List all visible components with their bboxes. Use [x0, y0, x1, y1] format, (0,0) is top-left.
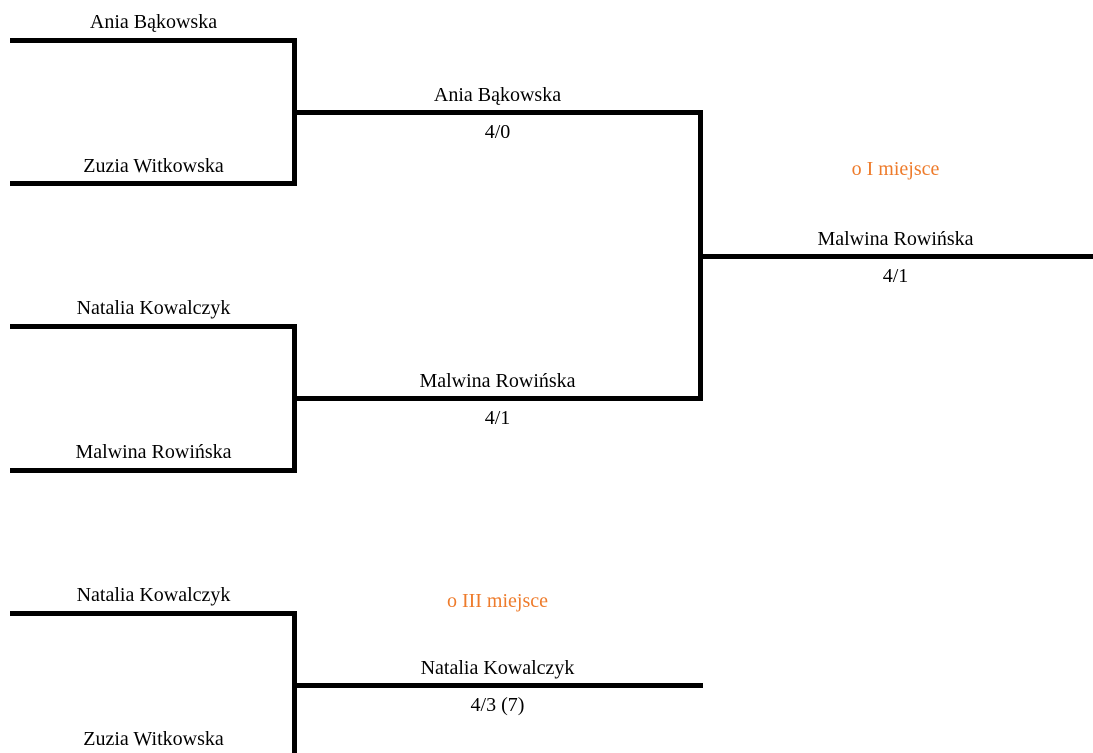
winner-name: Ania Bąkowska	[433, 84, 562, 106]
bracket-line-sf2-winner	[292, 396, 703, 401]
bracket-line-sf2-top	[10, 324, 297, 329]
player-name: Zuzia Witkowska	[83, 155, 224, 177]
player-name: Natalia Kowalczyk	[76, 584, 231, 606]
player-name: Ania Bąkowska	[89, 11, 218, 33]
bracket-line-3rd-winner	[292, 683, 703, 688]
bracket-line-sf2-bottom	[10, 468, 297, 473]
bracket-line-sf1-bottom	[10, 181, 297, 186]
bracket-line-3rd-top	[10, 611, 297, 616]
player-name: Malwina Rowińska	[75, 441, 232, 463]
match-score: 4/1	[484, 407, 511, 429]
match-score: 4/0	[484, 121, 511, 143]
bracket-line-final-winner	[698, 254, 1093, 259]
player-name: Natalia Kowalczyk	[76, 297, 231, 319]
winner-name: Malwina Rowińska	[419, 370, 576, 392]
player-name: Zuzia Witkowska	[83, 728, 224, 750]
final-score: 4/1	[882, 265, 909, 287]
bracket-line-sf1-winner	[292, 110, 703, 115]
match-score: 4/3 (7)	[470, 694, 525, 716]
final-winner-name: Malwina Rowińska	[817, 228, 974, 250]
heading-third-place: o III miejsce	[446, 590, 549, 612]
winner-name: Natalia Kowalczyk	[420, 657, 575, 679]
bracket-line-sf1-top	[10, 38, 297, 43]
heading-first-place: o I miejsce	[851, 158, 940, 180]
